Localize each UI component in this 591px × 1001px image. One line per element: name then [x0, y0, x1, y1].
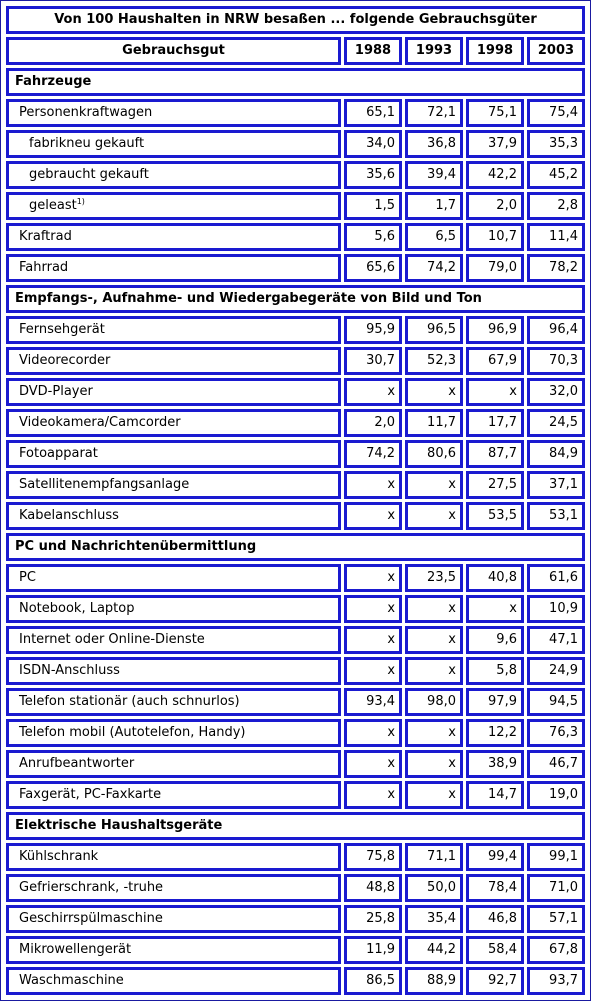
- table-row: [6, 750, 585, 778]
- value-cell: 74,2: [405, 254, 463, 282]
- row-label-cell: [6, 719, 341, 747]
- value-cell: 71,0: [527, 874, 585, 902]
- value-cell: x: [344, 750, 402, 778]
- row-label: Kraftrad: [19, 229, 72, 244]
- row-label-cell: [6, 564, 341, 592]
- row-label-cell: [6, 967, 341, 995]
- value-cell: 25,8: [344, 905, 402, 933]
- row-label: Videokamera/Camcorder: [19, 415, 181, 430]
- section-row: [6, 812, 585, 840]
- row-label-cell: [6, 347, 341, 375]
- value-cell: x: [405, 471, 463, 499]
- value-cell: 30,7: [344, 347, 402, 375]
- value-cell: 75,8: [344, 843, 402, 871]
- value-cell: 35,4: [405, 905, 463, 933]
- value-cell: 76,3: [527, 719, 585, 747]
- row-label: Internet oder Online-Dienste: [19, 632, 205, 647]
- table-row: [6, 99, 585, 127]
- value-cell: x: [344, 378, 402, 406]
- value-cell: 93,4: [344, 688, 402, 716]
- value-cell: 5,8: [466, 657, 524, 685]
- table-row: [6, 471, 585, 499]
- table-row: [6, 595, 585, 623]
- value-cell: x: [344, 471, 402, 499]
- row-label-cell: [6, 161, 341, 189]
- row-label-cell: [6, 781, 341, 809]
- section-heading: Fahrzeuge: [6, 68, 585, 96]
- row-label-cell: [6, 936, 341, 964]
- value-cell: 67,9: [466, 347, 524, 375]
- value-cell: x: [344, 781, 402, 809]
- value-cell: 38,9: [466, 750, 524, 778]
- value-cell: 50,0: [405, 874, 463, 902]
- value-cell: 78,4: [466, 874, 524, 902]
- row-label-cell: [6, 471, 341, 499]
- value-cell: 57,1: [527, 905, 585, 933]
- value-cell: 67,8: [527, 936, 585, 964]
- value-cell: 37,1: [527, 471, 585, 499]
- table-row: [6, 409, 585, 437]
- row-label: gebraucht gekauft: [29, 167, 149, 182]
- row-label-cell: [6, 254, 341, 282]
- value-cell: 34,0: [344, 130, 402, 158]
- table-row: [6, 254, 585, 282]
- value-cell: 12,2: [466, 719, 524, 747]
- value-cell: 44,2: [405, 936, 463, 964]
- row-label-cell: [6, 378, 341, 406]
- value-cell: 23,5: [405, 564, 463, 592]
- value-cell: 35,6: [344, 161, 402, 189]
- value-cell: 17,7: [466, 409, 524, 437]
- row-label-cell: [6, 502, 341, 530]
- value-cell: 2,8: [527, 192, 585, 220]
- row-label: DVD-Player: [19, 384, 93, 399]
- header-year: 1993: [405, 37, 463, 65]
- value-cell: 42,2: [466, 161, 524, 189]
- table-row: [6, 378, 585, 406]
- value-cell: x: [344, 626, 402, 654]
- value-cell: 11,7: [405, 409, 463, 437]
- value-cell: 78,2: [527, 254, 585, 282]
- table-row: [6, 130, 585, 158]
- row-label-cell: [6, 440, 341, 468]
- value-cell: 35,3: [527, 130, 585, 158]
- table-row: [6, 843, 585, 871]
- row-label-cell: [6, 223, 341, 251]
- value-cell: x: [344, 564, 402, 592]
- row-label: Fotoapparat: [19, 446, 98, 461]
- value-cell: 96,4: [527, 316, 585, 344]
- section-heading: Elektrische Haushaltsgeräte: [6, 812, 585, 840]
- row-label: geleast: [29, 198, 77, 213]
- table-row: [6, 719, 585, 747]
- row-label-cell: [6, 843, 341, 871]
- value-cell: x: [344, 719, 402, 747]
- value-cell: 46,8: [466, 905, 524, 933]
- table-row: [6, 688, 585, 716]
- value-cell: 45,2: [527, 161, 585, 189]
- value-cell: 65,6: [344, 254, 402, 282]
- value-cell: 92,7: [466, 967, 524, 995]
- value-cell: x: [405, 719, 463, 747]
- value-cell: 53,5: [466, 502, 524, 530]
- value-cell: 93,7: [527, 967, 585, 995]
- header-row: [6, 37, 585, 65]
- value-cell: 32,0: [527, 378, 585, 406]
- table-row: [6, 967, 585, 995]
- value-cell: 70,3: [527, 347, 585, 375]
- table-row: [6, 161, 585, 189]
- value-cell: 2,0: [466, 192, 524, 220]
- value-cell: 98,0: [405, 688, 463, 716]
- value-cell: 58,4: [466, 936, 524, 964]
- value-cell: 37,9: [466, 130, 524, 158]
- table-row: [6, 657, 585, 685]
- value-cell: 95,9: [344, 316, 402, 344]
- header-year: 1988: [344, 37, 402, 65]
- value-cell: 36,8: [405, 130, 463, 158]
- row-label-cell: [6, 192, 341, 220]
- value-cell: 11,4: [527, 223, 585, 251]
- section-row: [6, 533, 585, 561]
- row-label: Mikrowellengerät: [19, 942, 132, 957]
- value-cell: 87,7: [466, 440, 524, 468]
- value-cell: 65,1: [344, 99, 402, 127]
- value-cell: 97,9: [466, 688, 524, 716]
- row-label: Gefrierschrank, -truhe: [19, 880, 164, 895]
- row-label-cell: [6, 99, 341, 127]
- row-label: PC: [19, 570, 36, 585]
- row-label: Fahrrad: [19, 260, 69, 275]
- row-label: Telefon stationär (auch schnurlos): [19, 694, 240, 709]
- value-cell: 96,5: [405, 316, 463, 344]
- title-row: [6, 6, 585, 34]
- value-cell: 47,1: [527, 626, 585, 654]
- value-cell: 6,5: [405, 223, 463, 251]
- value-cell: 53,1: [527, 502, 585, 530]
- table-row: [6, 564, 585, 592]
- row-label-cell: [6, 626, 341, 654]
- table-row: [6, 192, 585, 220]
- value-cell: 46,7: [527, 750, 585, 778]
- table-row: [6, 905, 585, 933]
- value-cell: x: [344, 595, 402, 623]
- section-heading: PC und Nachrichtenübermittlung: [6, 533, 585, 561]
- value-cell: x: [405, 378, 463, 406]
- value-cell: 19,0: [527, 781, 585, 809]
- footnote-marker: 1): [76, 197, 85, 206]
- value-cell: 84,9: [527, 440, 585, 468]
- table-title: Von 100 Haushalten in NRW besaßen ... folgende Gebrauchsgüter: [6, 6, 585, 34]
- data-table: [3, 3, 588, 998]
- value-cell: 27,5: [466, 471, 524, 499]
- value-cell: x: [405, 750, 463, 778]
- header-year: 2003: [527, 37, 585, 65]
- row-label: Kühlschrank: [19, 849, 99, 864]
- value-cell: 1,7: [405, 192, 463, 220]
- value-cell: 61,6: [527, 564, 585, 592]
- value-cell: 24,9: [527, 657, 585, 685]
- table-row: [6, 874, 585, 902]
- row-label: Geschirrspülmaschine: [19, 911, 163, 926]
- value-cell: x: [405, 595, 463, 623]
- value-cell: 11,9: [344, 936, 402, 964]
- section-row: [6, 285, 585, 313]
- table-row: [6, 223, 585, 251]
- value-cell: 99,4: [466, 843, 524, 871]
- table-row: [6, 347, 585, 375]
- value-cell: x: [405, 502, 463, 530]
- value-cell: 75,1: [466, 99, 524, 127]
- section-heading: Empfangs-, Aufnahme- und Wiedergabegeräte von Bild und Ton: [6, 285, 585, 313]
- value-cell: 52,3: [405, 347, 463, 375]
- value-cell: 94,5: [527, 688, 585, 716]
- value-cell: x: [466, 378, 524, 406]
- row-label-cell: [6, 409, 341, 437]
- row-label: Waschmaschine: [19, 973, 124, 988]
- section-row: [6, 68, 585, 96]
- row-label: ISDN-Anschluss: [19, 663, 120, 678]
- value-cell: 99,1: [527, 843, 585, 871]
- table-row: [6, 626, 585, 654]
- row-label: Faxgerät, PC-Faxkarte: [19, 787, 162, 802]
- row-label-cell: [6, 130, 341, 158]
- table-row: [6, 781, 585, 809]
- row-label: Satellitenempfangsanlage: [19, 477, 190, 492]
- value-cell: x: [405, 626, 463, 654]
- value-cell: 10,7: [466, 223, 524, 251]
- value-cell: 40,8: [466, 564, 524, 592]
- value-cell: 2,0: [344, 409, 402, 437]
- value-cell: 72,1: [405, 99, 463, 127]
- value-cell: 24,5: [527, 409, 585, 437]
- row-label: Notebook, Laptop: [19, 601, 135, 616]
- value-cell: 5,6: [344, 223, 402, 251]
- table-row: [6, 936, 585, 964]
- value-cell: 10,9: [527, 595, 585, 623]
- row-label-cell: [6, 657, 341, 685]
- value-cell: 86,5: [344, 967, 402, 995]
- value-cell: 96,9: [466, 316, 524, 344]
- value-cell: 1,5: [344, 192, 402, 220]
- value-cell: x: [466, 595, 524, 623]
- row-label: fabrikneu gekauft: [29, 136, 145, 151]
- value-cell: 79,0: [466, 254, 524, 282]
- header-label: Gebrauchsgut: [6, 37, 341, 65]
- row-label: Personenkraftwagen: [19, 105, 153, 120]
- row-label-cell: [6, 750, 341, 778]
- row-label-cell: [6, 595, 341, 623]
- row-label-cell: [6, 316, 341, 344]
- value-cell: 75,4: [527, 99, 585, 127]
- value-cell: x: [344, 502, 402, 530]
- value-cell: 88,9: [405, 967, 463, 995]
- row-label: Anrufbeantworter: [19, 756, 135, 771]
- value-cell: 9,6: [466, 626, 524, 654]
- value-cell: 74,2: [344, 440, 402, 468]
- value-cell: x: [405, 781, 463, 809]
- row-label-cell: [6, 688, 341, 716]
- value-cell: 39,4: [405, 161, 463, 189]
- row-label: Telefon mobil (Autotelefon, Handy): [19, 725, 246, 740]
- value-cell: 80,6: [405, 440, 463, 468]
- value-cell: 71,1: [405, 843, 463, 871]
- value-cell: 14,7: [466, 781, 524, 809]
- table-row: [6, 440, 585, 468]
- table-row: [6, 502, 585, 530]
- row-label-cell: [6, 874, 341, 902]
- row-label: Videorecorder: [19, 353, 111, 368]
- value-cell: x: [344, 657, 402, 685]
- value-cell: x: [405, 657, 463, 685]
- row-label: Kabelanschluss: [19, 508, 119, 523]
- table-row: [6, 316, 585, 344]
- row-label-cell: [6, 905, 341, 933]
- value-cell: 48,8: [344, 874, 402, 902]
- header-year: 1998: [466, 37, 524, 65]
- row-label: Fernsehgerät: [19, 322, 105, 337]
